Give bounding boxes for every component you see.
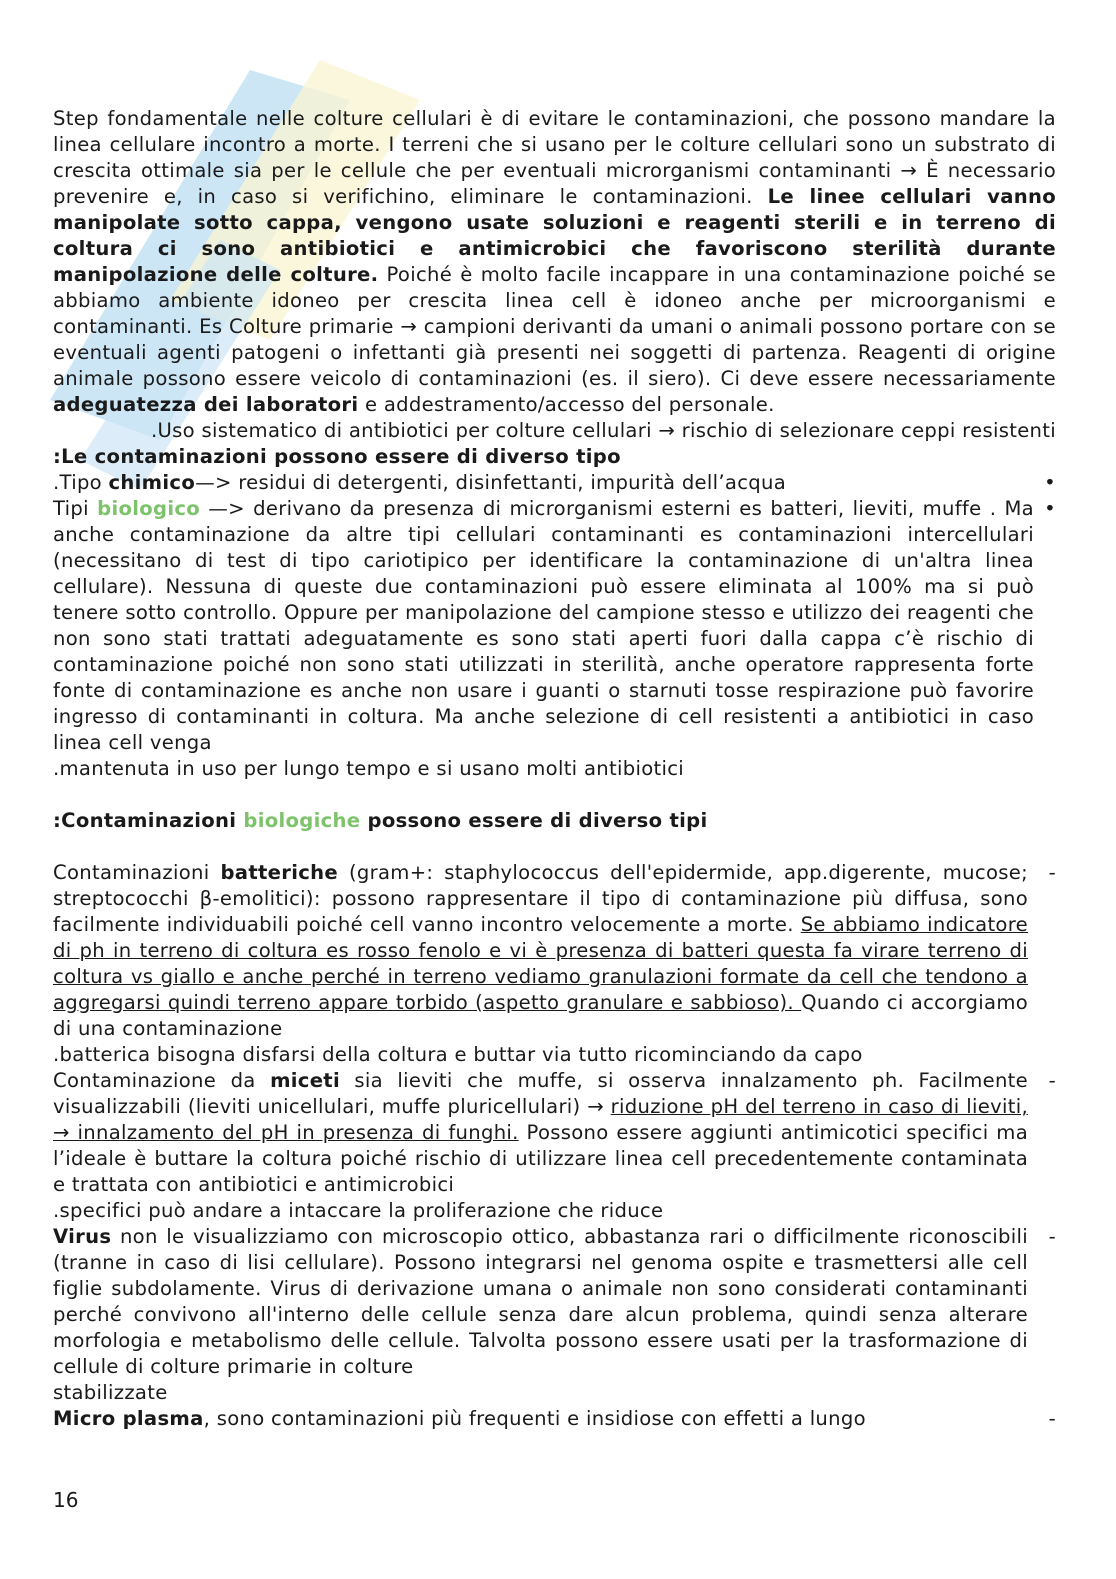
types-list bbox=[53, 470, 1056, 782]
list-item: Contaminazioni batteriche (gram+: staphylococcus dell'epidermide, app.digerente, mucose; streptococchi β-emolitici): possono rappresentare il tipo di contaminazione più diffusa, sono facilmente individuabili poiché cell vanno incontro velocemente a morte. Se abbiamo indicatore di ph in terreno di coltura es rosso fenolo e vi è presenza di batteri questa fa virare terreno di coltura vs giallo e anche perché in terreno vediamo granulazioni formate da cell che tendono a aggregarsi quindi terreno appare torbido (aspetto granulare e sabbioso). Quando ci accorgiamo di una contaminazione .batterica bisogna disfarsi della coltura e buttar via tutto ricominciando da capo - bbox=[53, 861, 1056, 1066]
intro-last-line: .Uso sistematico di antibiotici per colture cellulari → rischio di selezionare ceppi resistenti bbox=[150, 419, 1056, 442]
dash-marker: - bbox=[1048, 1069, 1056, 1092]
list-item: .Tipo chimico—> residui di detergenti, disinfettanti, impurità dell’acqua • bbox=[53, 471, 1056, 494]
list-item: Contaminazione da miceti sia lieviti che muffe, si osserva innalzamento ph. Facilmente visualizzabili (lieviti unicellulari, muffe pluricellulari) → riduzione pH del terreno in caso di lieviti, → innalzamento del pH in presenza di funghi. Possono essere aggiunti antimicotici specifici ma l’ideale è buttare la coltura poiché rischio di utilizzare linea cell precedentemente contaminata e trattata con antibiotici e antimicrobici .specifici può andare a intaccare la proliferazione che riduce - bbox=[53, 1069, 1056, 1222]
page-number: 16 bbox=[53, 1488, 79, 1512]
bio-types-list bbox=[53, 860, 1056, 1432]
dash-marker: - bbox=[1048, 1407, 1056, 1430]
list-item: Virus non le visualizziamo con microscopio ottico, abbastanza rari o difficilmente riconoscibili (tranne in caso di lisi cellulare). Possono integrarsi nel genoma ospite e trasmettersi alle cell figlie subdolamente. Virus di derivazione umana o animale non sono considerati contaminanti perché convivono all'interno delle cellule senza dare alcun problema, quindi senza alterare morfologia e metabolismo delle cellule. Talvolta possono essere usati per la trasformazione di cellule di colture primarie in colture stabilizzate - bbox=[53, 1225, 1056, 1404]
list-item: Micro plasma, sono contaminazioni più frequenti e insidiose con effetti a lungo - bbox=[53, 1407, 1056, 1430]
bullet-marker: • bbox=[1044, 497, 1056, 520]
dash-marker: - bbox=[1048, 861, 1056, 884]
intro-paragraph: Step fondamentale nelle colture cellulari è di evitare le contaminazioni, che possono mandare la linea cellulare incontro a morte. I terreni che si usano per le colture cellulari sono un substrato di crescita ottimale sia per le cellule che per eventuali microrganismi contaminanti → È necessario prevenire e, in caso si verifichino, eliminare le contaminazioni. Le linee cellulari vanno manipolate sotto cappa, vengono usate soluzioni e reagenti sterili e in terreno di coltura ci sono antibiotici e antimicrobici che favoriscono sterilità durante manipolazione delle colture. Poiché è molto facile incappare in una contaminazione poiché se abbiamo ambiente idoneo per crescita linea cell è idoneo anche per microorganismi e contaminanti. Es Colture primarie → campioni derivanti da umani o animali possono portare con se eventuali agenti patogeni o infettanti già presenti nei soggetti di partenza. Reagenti di origine animale possono essere veicolo di contaminazioni (es. il siero). Ci deve essere necessariamente adeguatezza dei laboratori e addestramento/accesso del personale. bbox=[53, 107, 1057, 416]
dash-marker: - bbox=[1048, 1225, 1056, 1248]
types-heading: :Le contaminazioni possono essere di diverso tipo bbox=[53, 445, 621, 468]
bio-heading: :Contaminazioni biologiche possono essere di diverso tipi bbox=[53, 809, 708, 832]
list-item: Tipi biologico —> derivano da presenza di microrganismi esterni es batteri, lieviti, muffe . Ma anche contaminazione da altre tipi cellulari contaminanti es contaminazioni intercellulari (necessitano di test di tipo cariotipico per identificare la contaminazione di un'altra linea cellulare). Nessuna di queste due contaminazioni può essere eliminata al 100% ma si può tenere sotto controllo. Oppure per manipolazione del campione stesso e utilizzo dei reagenti che non sono stati trattati adeguatamente es sono stati aperti fuori dalla cappa c’è rischio di contaminazione poiché non sono stati utilizzati in sterilità, anche operatore rappresenta forte fonte di contaminazione es anche non usare i guanti o starnuti tosse respirazione può favorire ingresso di contaminanti in coltura. Ma anche selezione di cell resistenti a antibiotici in caso linea cell venga .mantenuta in uso per lungo tempo e si usano molti antibiotici • bbox=[53, 497, 1056, 780]
bullet-marker: • bbox=[1044, 471, 1056, 494]
intro-bold-2: adeguatezza dei laboratori bbox=[53, 393, 359, 416]
document-body bbox=[53, 106, 1056, 1432]
intro-bold-1: Le linee cellulari vanno manipolate sotto cappa, vengono usate soluzioni e reagenti sterili e in terreno di coltura ci sono antibiotici e antimicrobici che favoriscono sterilità durante manipolazione delle colture. bbox=[53, 185, 1057, 286]
